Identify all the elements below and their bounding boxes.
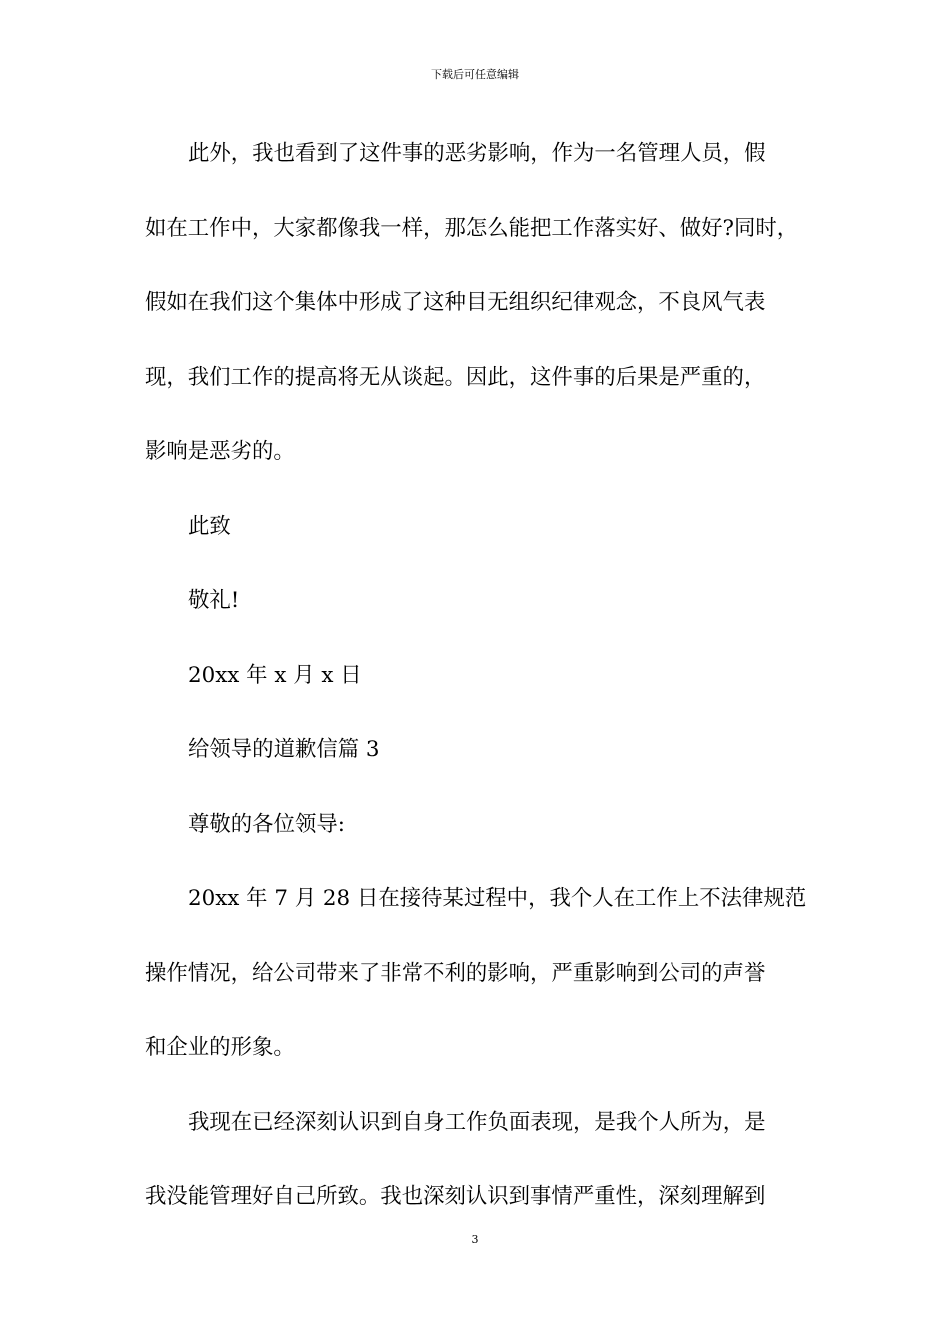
letter-greeting: 尊敬的各位领导: [188,811,345,837]
paragraph-line: 影响是恶劣的。 [145,439,295,464]
closing-regards: 敬礼! [188,588,240,613]
paragraph-line: 现，我们工作的提高将无从谈起。因此，这件事的后果是严重的， [145,364,766,390]
paragraph-line: 操作情况，给公司带来了非常不利的影响，严重影响到公司的声誉 [145,960,766,986]
paragraph-line: 20xx 年 7 月 28 日在接待某过程中，我个人在工作上不法律规范 [188,886,807,911]
paragraph-line: 我现在已经深刻认识到自身工作负面表现，是我个人所为，是 [188,1109,766,1135]
closing-salutation: 此致 [188,513,231,539]
page-header: 下载后可任意编辑 [431,68,519,81]
paragraph-line: 我没能管理好自己所致。我也深刻认识到事情严重性，深刻理解到 [145,1184,766,1209]
document-body [145,127,810,1245]
paragraph-line: 如在工作中，大家都像我一样，那怎么能把工作落实好、做好?同时， [145,215,799,241]
section-title: 给领导的道歉信篇 3 [188,737,380,762]
paragraph-line: 此外，我也看到了这件事的恶劣影响，作为一名管理人员，假 [188,141,766,166]
paragraph-line: 假如在我们这个集体中形成了这种目无组织纪律观念，不良风气表 [145,290,766,315]
letter-date: 20xx 年 x 月 x 日 [188,662,362,688]
paragraph-line: 和企业的形象。 [145,1035,295,1060]
page-number: 3 [471,1233,479,1246]
